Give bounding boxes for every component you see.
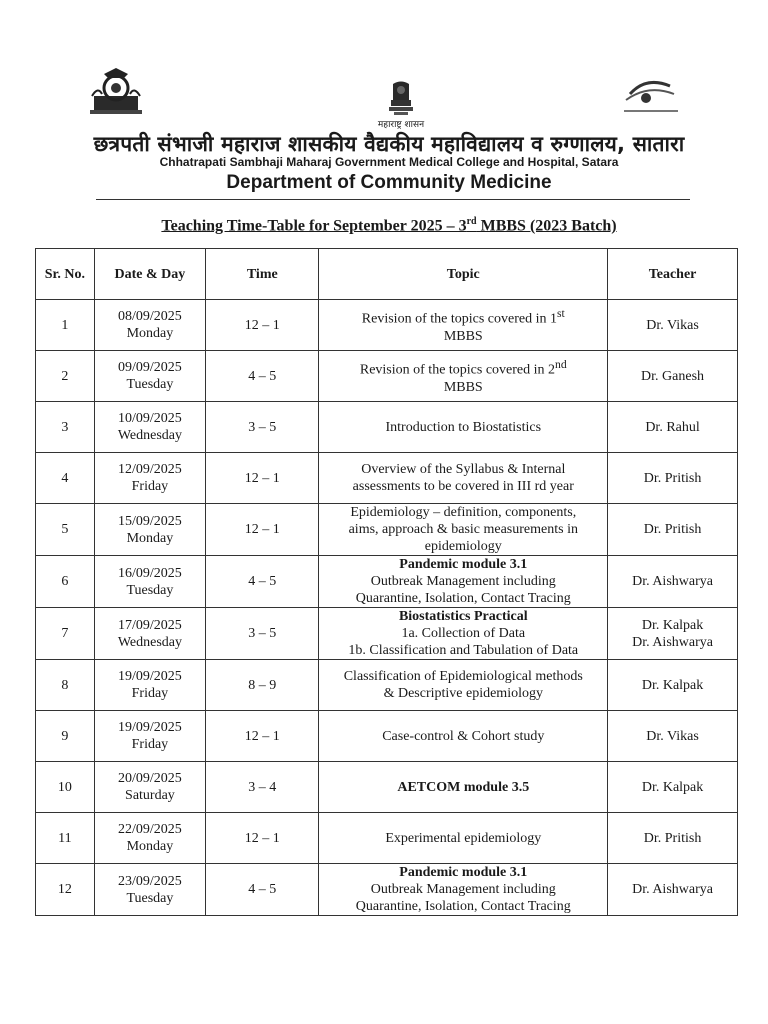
topic-line: Classification of Epidemiological methods bbox=[343, 669, 583, 684]
cell-teacher bbox=[608, 813, 738, 864]
table-row bbox=[36, 711, 738, 762]
teacher-name: Dr. Pritish bbox=[643, 470, 702, 486]
cell-time: 3 – 5 bbox=[206, 608, 319, 660]
cell-time: 3 – 5 bbox=[206, 402, 319, 453]
cell-day: Monday bbox=[126, 326, 174, 341]
col-header-teacher: Teacher bbox=[608, 249, 738, 300]
cell-date: 22/09/2025 bbox=[118, 822, 182, 837]
topic-line: Quarantine, Isolation, Contact Tracing bbox=[355, 899, 571, 914]
cell-time: 3 – 4 bbox=[206, 762, 319, 813]
cell-date: 10/09/2025 bbox=[118, 411, 182, 426]
teacher-name: Dr. Aishwarya bbox=[632, 574, 713, 589]
header-divider bbox=[96, 199, 690, 200]
table-row bbox=[36, 660, 738, 711]
col-header-time: Time bbox=[206, 249, 319, 300]
topic-line: 1a. Collection of Data bbox=[401, 626, 526, 641]
topic-heading: AETCOM module 3.5 bbox=[397, 779, 530, 795]
cell-day: Tuesday bbox=[126, 582, 174, 598]
table-header-row bbox=[36, 249, 738, 300]
topic-line: Overview of the Syllabus & Internal bbox=[361, 462, 566, 477]
cell-topic bbox=[319, 504, 608, 556]
cell-topic bbox=[319, 556, 608, 608]
cell-topic bbox=[319, 711, 608, 762]
cell-teacher bbox=[608, 660, 738, 711]
topic-heading: Biostatistics Practical bbox=[398, 609, 528, 624]
table-row bbox=[36, 402, 738, 453]
timetable-title-suffix: MBBS (2023 Batch) bbox=[476, 217, 617, 235]
cell-teacher bbox=[608, 300, 738, 351]
cell-sr: 7 bbox=[36, 608, 95, 660]
college-name-english: Chhatrapati Sambhaji Maharaj Government Medical College and Hospital, Satara bbox=[159, 155, 619, 169]
cell-day: Tuesday bbox=[126, 377, 174, 392]
cell-topic bbox=[319, 608, 608, 660]
college-name-marathi: छत्रपती संभाजी महाराज शासकीय वैद्यकीय महाविद्यालय व रुग्णालय, सातारा bbox=[93, 132, 685, 156]
topic-heading: Pandemic module 3.1 bbox=[399, 557, 528, 572]
cell-date: 08/09/2025 bbox=[118, 309, 182, 324]
table-row bbox=[36, 762, 738, 813]
cell-time: 12 – 1 bbox=[206, 813, 319, 864]
col-header-date: Date & Day bbox=[94, 249, 205, 300]
cell-sr: 4 bbox=[36, 453, 95, 504]
government-label: महाराष्ट्र शासन bbox=[377, 120, 425, 130]
topic-line: Quarantine, Isolation, Contact Tracing bbox=[355, 591, 571, 606]
department-name: Department of Community Medicine bbox=[226, 172, 552, 193]
teacher-name: Dr. Vikas bbox=[646, 317, 699, 333]
cell-date: 20/09/2025 bbox=[118, 771, 182, 786]
cell-topic bbox=[319, 762, 608, 813]
topic-heading: Pandemic module 3.1 bbox=[399, 865, 528, 880]
cell-sr: 9 bbox=[36, 711, 95, 762]
teacher-name: Dr. Aishwarya bbox=[632, 882, 713, 897]
cell-topic bbox=[319, 660, 608, 711]
cell-day: Friday bbox=[131, 479, 169, 494]
cell-date-day bbox=[94, 608, 205, 660]
cell-sr: 10 bbox=[36, 762, 95, 813]
cell-day: Monday bbox=[126, 530, 174, 546]
topic-line: assessments to be covered in III rd year bbox=[352, 479, 574, 494]
cell-day: Friday bbox=[131, 686, 169, 701]
cell-date-day bbox=[94, 504, 205, 556]
hospital-logo-icon bbox=[616, 72, 686, 116]
cell-day: Tuesday bbox=[126, 890, 174, 906]
topic-text: Revision of the topics covered in 1st MBBS bbox=[361, 307, 565, 344]
cell-sr: 2 bbox=[36, 351, 95, 402]
cell-teacher bbox=[608, 711, 738, 762]
cell-date: 19/09/2025 bbox=[118, 669, 182, 684]
cell-time: 12 – 1 bbox=[206, 504, 319, 556]
table-row bbox=[36, 608, 738, 660]
cell-teacher bbox=[608, 402, 738, 453]
topic-line: aims, approach & basic measurements in bbox=[348, 522, 578, 537]
topic-line: & Descriptive epidemiology bbox=[383, 686, 543, 701]
cell-topic bbox=[319, 864, 608, 916]
timetable-table bbox=[35, 248, 738, 916]
cell-sr: 3 bbox=[36, 402, 95, 453]
table-row bbox=[36, 504, 738, 556]
cell-time: 8 – 9 bbox=[206, 660, 319, 711]
cell-sr: 6 bbox=[36, 556, 95, 608]
timetable-title-prefix: Teaching Time-Table for September 2025 – 3 bbox=[161, 217, 467, 235]
cell-sr: 8 bbox=[36, 660, 95, 711]
cell-topic bbox=[319, 351, 608, 402]
table-row bbox=[36, 453, 738, 504]
col-header-sr: Sr. No. bbox=[36, 249, 95, 300]
cell-teacher bbox=[608, 453, 738, 504]
cell-date: 16/09/2025 bbox=[118, 565, 182, 581]
topic-line: epidemiology bbox=[424, 539, 502, 554]
cell-date-day bbox=[94, 453, 205, 504]
table-row bbox=[36, 813, 738, 864]
cell-sr: 1 bbox=[36, 300, 95, 351]
cell-date: 09/09/2025 bbox=[118, 360, 182, 375]
cell-day: Friday bbox=[131, 737, 169, 752]
cell-teacher bbox=[608, 504, 738, 556]
cell-teacher bbox=[608, 556, 738, 608]
cell-date: 19/09/2025 bbox=[118, 720, 182, 735]
cell-teacher bbox=[608, 608, 738, 660]
cell-date-day bbox=[94, 864, 205, 916]
teacher-name: Dr. Kalpak bbox=[641, 779, 704, 795]
cell-time: 12 – 1 bbox=[206, 711, 319, 762]
teacher-name: Dr. Pritish bbox=[643, 830, 702, 846]
cell-sr: 11 bbox=[36, 813, 95, 864]
cell-teacher bbox=[608, 762, 738, 813]
cell-topic bbox=[319, 813, 608, 864]
ashoka-emblem-icon bbox=[386, 80, 416, 116]
cell-sr: 5 bbox=[36, 504, 95, 556]
cell-day: Wednesday bbox=[117, 634, 182, 650]
cell-day: Wednesday bbox=[117, 428, 182, 443]
cell-time: 4 – 5 bbox=[206, 864, 319, 916]
cell-time: 4 – 5 bbox=[206, 556, 319, 608]
cell-date-day bbox=[94, 300, 205, 351]
topic-line: Introduction to Biostatistics bbox=[385, 419, 542, 435]
cell-date-day bbox=[94, 711, 205, 762]
topic-line: Outbreak Management including bbox=[370, 574, 556, 589]
cell-date: 12/09/2025 bbox=[118, 462, 182, 477]
cell-date: 17/09/2025 bbox=[118, 617, 182, 633]
cell-time: 4 – 5 bbox=[206, 351, 319, 402]
timetable-title bbox=[0, 216, 768, 235]
cell-time: 12 – 1 bbox=[206, 300, 319, 351]
timetable-title-sup: rd bbox=[466, 216, 477, 227]
cell-date-day bbox=[94, 660, 205, 711]
table-row bbox=[36, 300, 738, 351]
col-header-topic: Topic bbox=[319, 249, 608, 300]
table-row bbox=[36, 351, 738, 402]
topic-line: Outbreak Management including bbox=[370, 882, 556, 897]
document-header bbox=[0, 0, 768, 210]
cell-date: 15/09/2025 bbox=[118, 513, 182, 529]
topic-line: Case-control & Cohort study bbox=[382, 728, 545, 744]
cell-topic bbox=[319, 402, 608, 453]
teacher-name: Dr. Pritish bbox=[643, 522, 702, 537]
cell-teacher bbox=[608, 864, 738, 916]
cell-topic bbox=[319, 453, 608, 504]
teacher-name: Dr. Ganesh bbox=[641, 368, 705, 384]
cell-time: 12 – 1 bbox=[206, 453, 319, 504]
cell-sr: 12 bbox=[36, 864, 95, 916]
cell-date-day bbox=[94, 762, 205, 813]
teacher-name: Dr. Kalpak bbox=[641, 617, 704, 633]
cell-date-day bbox=[94, 351, 205, 402]
table-row bbox=[36, 864, 738, 916]
cell-day: Monday bbox=[126, 839, 174, 854]
cell-date-day bbox=[94, 813, 205, 864]
topic-text: Revision of the topics covered in 2nd MBBS bbox=[359, 358, 567, 395]
teacher-name: Dr. Aishwarya bbox=[632, 634, 713, 650]
topic-line: Experimental epidemiology bbox=[385, 830, 542, 846]
teacher-name: Dr. Vikas bbox=[646, 728, 699, 744]
cell-date: 23/09/2025 bbox=[118, 873, 182, 889]
cell-topic bbox=[319, 300, 608, 351]
topic-line: Epidemiology – definition, components, bbox=[350, 505, 577, 520]
college-emblem-icon bbox=[88, 66, 144, 116]
table-body bbox=[36, 300, 738, 916]
table-row bbox=[36, 556, 738, 608]
topic-line: 1b. Classification and Tabulation of Data bbox=[348, 643, 579, 658]
cell-date-day bbox=[94, 402, 205, 453]
cell-day: Saturday bbox=[125, 788, 175, 803]
teacher-name: Dr. Kalpak bbox=[641, 677, 704, 693]
teacher-name: Dr. Rahul bbox=[645, 419, 700, 435]
cell-teacher bbox=[608, 351, 738, 402]
cell-date-day bbox=[94, 556, 205, 608]
